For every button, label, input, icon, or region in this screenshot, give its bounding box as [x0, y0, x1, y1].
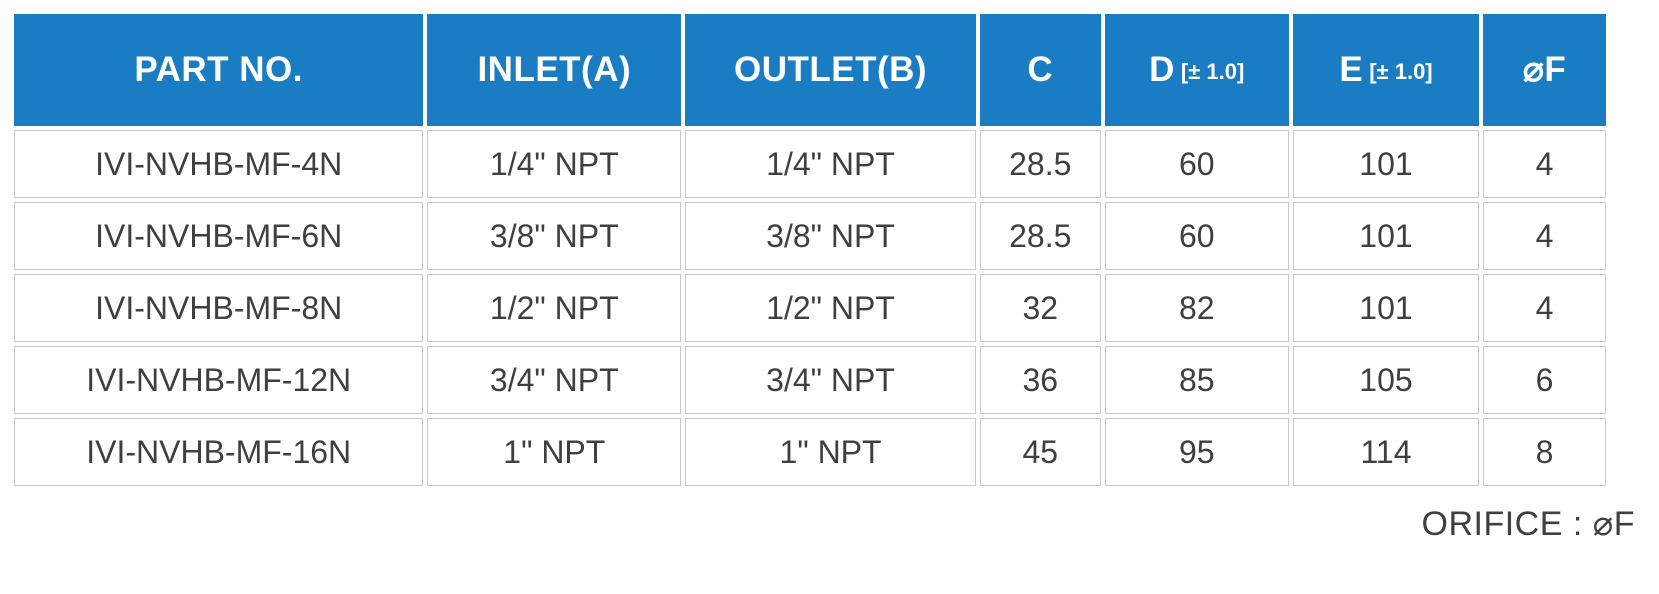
cell-e: 114: [1293, 418, 1479, 486]
cell-outlet: 3/8" NPT: [685, 202, 976, 270]
cell-f: 4: [1483, 130, 1606, 198]
cell-inlet: 1" NPT: [427, 418, 681, 486]
column-header-d: [1105, 14, 1289, 126]
cell-e: 101: [1293, 274, 1479, 342]
cell-f: 4: [1483, 274, 1606, 342]
cell-c: 36: [980, 346, 1101, 414]
column-header-d-tolerance: [± 1.0]: [1180, 58, 1245, 84]
cell-outlet: 1/2" NPT: [685, 274, 976, 342]
column-header-d-label: D: [1149, 50, 1175, 89]
column-header-e-label: E: [1339, 50, 1364, 89]
column-header-orifice-f: [1483, 14, 1606, 126]
cell-c: 28.5: [980, 202, 1101, 270]
column-header-e-tolerance: [± 1.0]: [1369, 58, 1433, 84]
specification-table: [10, 10, 1610, 490]
cell-inlet: 3/8" NPT: [427, 202, 681, 270]
table-row: [14, 202, 1606, 270]
table-row: [14, 274, 1606, 342]
cell-d: 95: [1105, 418, 1289, 486]
column-header-e: [1293, 14, 1479, 126]
cell-e: 101: [1293, 202, 1479, 270]
cell-c: 32: [980, 274, 1101, 342]
cell-outlet: 3/4" NPT: [685, 346, 976, 414]
table-row: [14, 130, 1606, 198]
column-header-outlet-label: OUTLET(B): [734, 50, 928, 89]
column-header-outlet: [685, 14, 976, 126]
cell-part-no: IVI-NVHB-MF-6N: [14, 202, 423, 270]
orifice-footnote: ORIFICE : ⌀F: [1421, 505, 1635, 543]
cell-f: 6: [1483, 346, 1606, 414]
cell-part-no: IVI-NVHB-MF-4N: [14, 130, 423, 198]
cell-f: 8: [1483, 418, 1606, 486]
cell-e: 101: [1293, 130, 1479, 198]
cell-part-no: IVI-NVHB-MF-12N: [14, 346, 423, 414]
table-row: [14, 346, 1606, 414]
cell-d: 85: [1105, 346, 1289, 414]
column-header-c: [980, 14, 1101, 126]
column-header-inlet-label: INLET(A): [477, 50, 632, 89]
cell-part-no: IVI-NVHB-MF-16N: [14, 418, 423, 486]
column-header-part-no-label: PART NO.: [134, 50, 304, 89]
cell-part-no: IVI-NVHB-MF-8N: [14, 274, 423, 342]
header-row: [14, 14, 1606, 126]
cell-c: 45: [980, 418, 1101, 486]
cell-outlet: 1" NPT: [685, 418, 976, 486]
column-header-c-label: C: [1027, 50, 1054, 89]
column-header-part-no: [14, 14, 423, 126]
cell-f: 4: [1483, 202, 1606, 270]
column-header-inlet: [427, 14, 681, 126]
cell-d: 82: [1105, 274, 1289, 342]
cell-inlet: 3/4" NPT: [427, 346, 681, 414]
cell-inlet: 1/4" NPT: [427, 130, 681, 198]
column-header-orifice-f-label: ⌀F: [1522, 50, 1567, 89]
cell-outlet: 1/4" NPT: [685, 130, 976, 198]
table-header: [14, 14, 1606, 126]
cell-d: 60: [1105, 202, 1289, 270]
cell-inlet: 1/2" NPT: [427, 274, 681, 342]
cell-d: 60: [1105, 130, 1289, 198]
table-row: [14, 418, 1606, 486]
cell-c: 28.5: [980, 130, 1101, 198]
cell-e: 105: [1293, 346, 1479, 414]
table-body: [14, 130, 1606, 486]
